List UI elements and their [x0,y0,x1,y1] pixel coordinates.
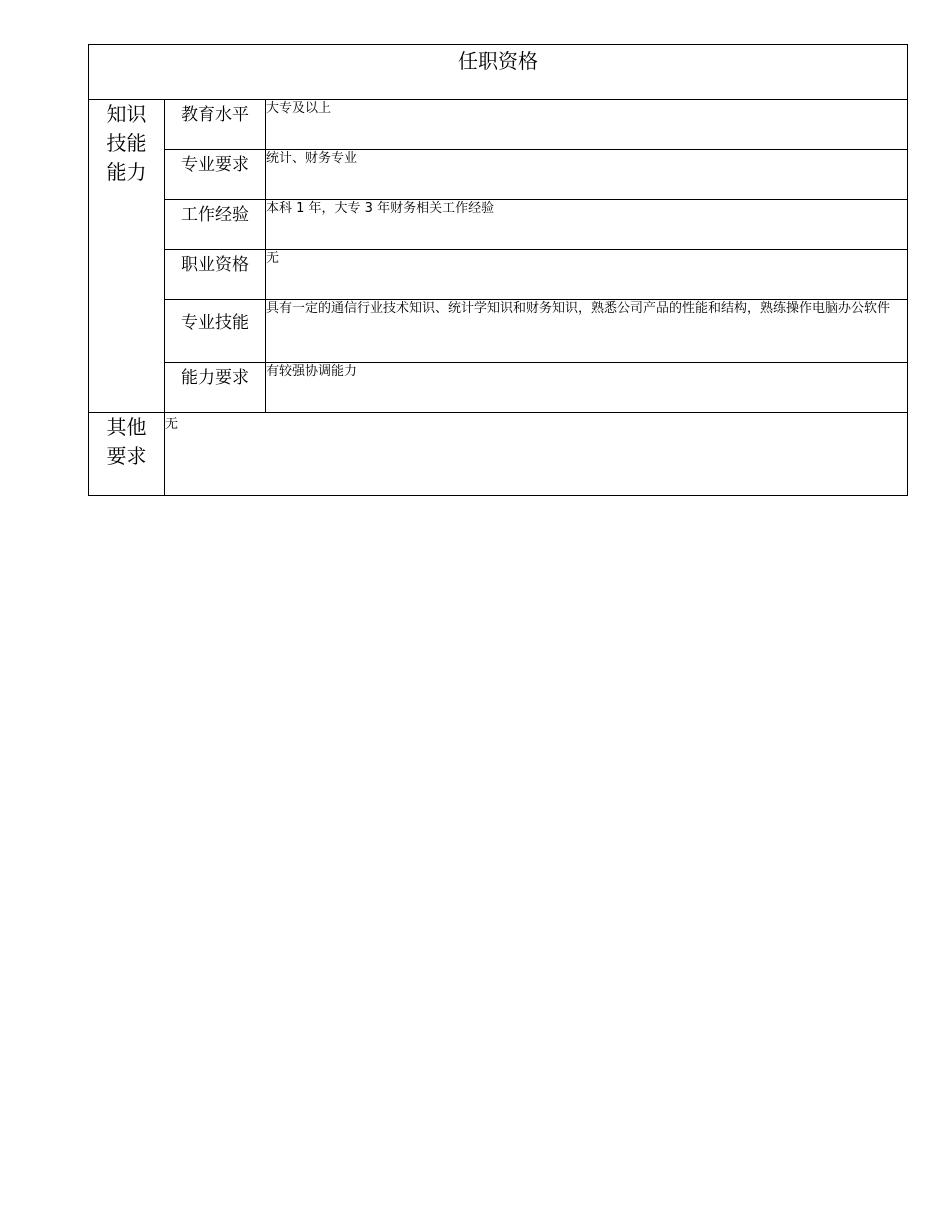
value-other: 无 [165,413,908,496]
value-experience: 本科 1 年，大专 3 年财务相关工作经验 [266,200,908,250]
label-experience: 工作经验 [165,200,266,250]
qualification-table [88,44,908,496]
group-other-label: 其他要求 [106,415,147,468]
label-professional-skills: 专业技能 [165,300,266,363]
label-education: 教育水平 [165,100,266,150]
label-certification: 职业资格 [165,250,266,300]
value-education: 大专及以上 [266,100,908,150]
group-knowledge-skills [89,100,165,413]
label-ability: 能力要求 [165,363,266,413]
table-title: 任职资格 [89,45,908,100]
group-other [89,413,165,496]
value-professional-skills: 具有一定的通信行业技术知识、统计学知识和财务知识，熟悉公司产品的性能和结构，熟练操作电脑办公软件 [266,300,908,363]
group-knowledge-label: 知识技能能力 [106,102,147,184]
value-certification: 无 [266,250,908,300]
value-major: 统计、财务专业 [266,150,908,200]
label-major: 专业要求 [165,150,266,200]
value-ability: 有较强协调能力 [266,363,908,413]
